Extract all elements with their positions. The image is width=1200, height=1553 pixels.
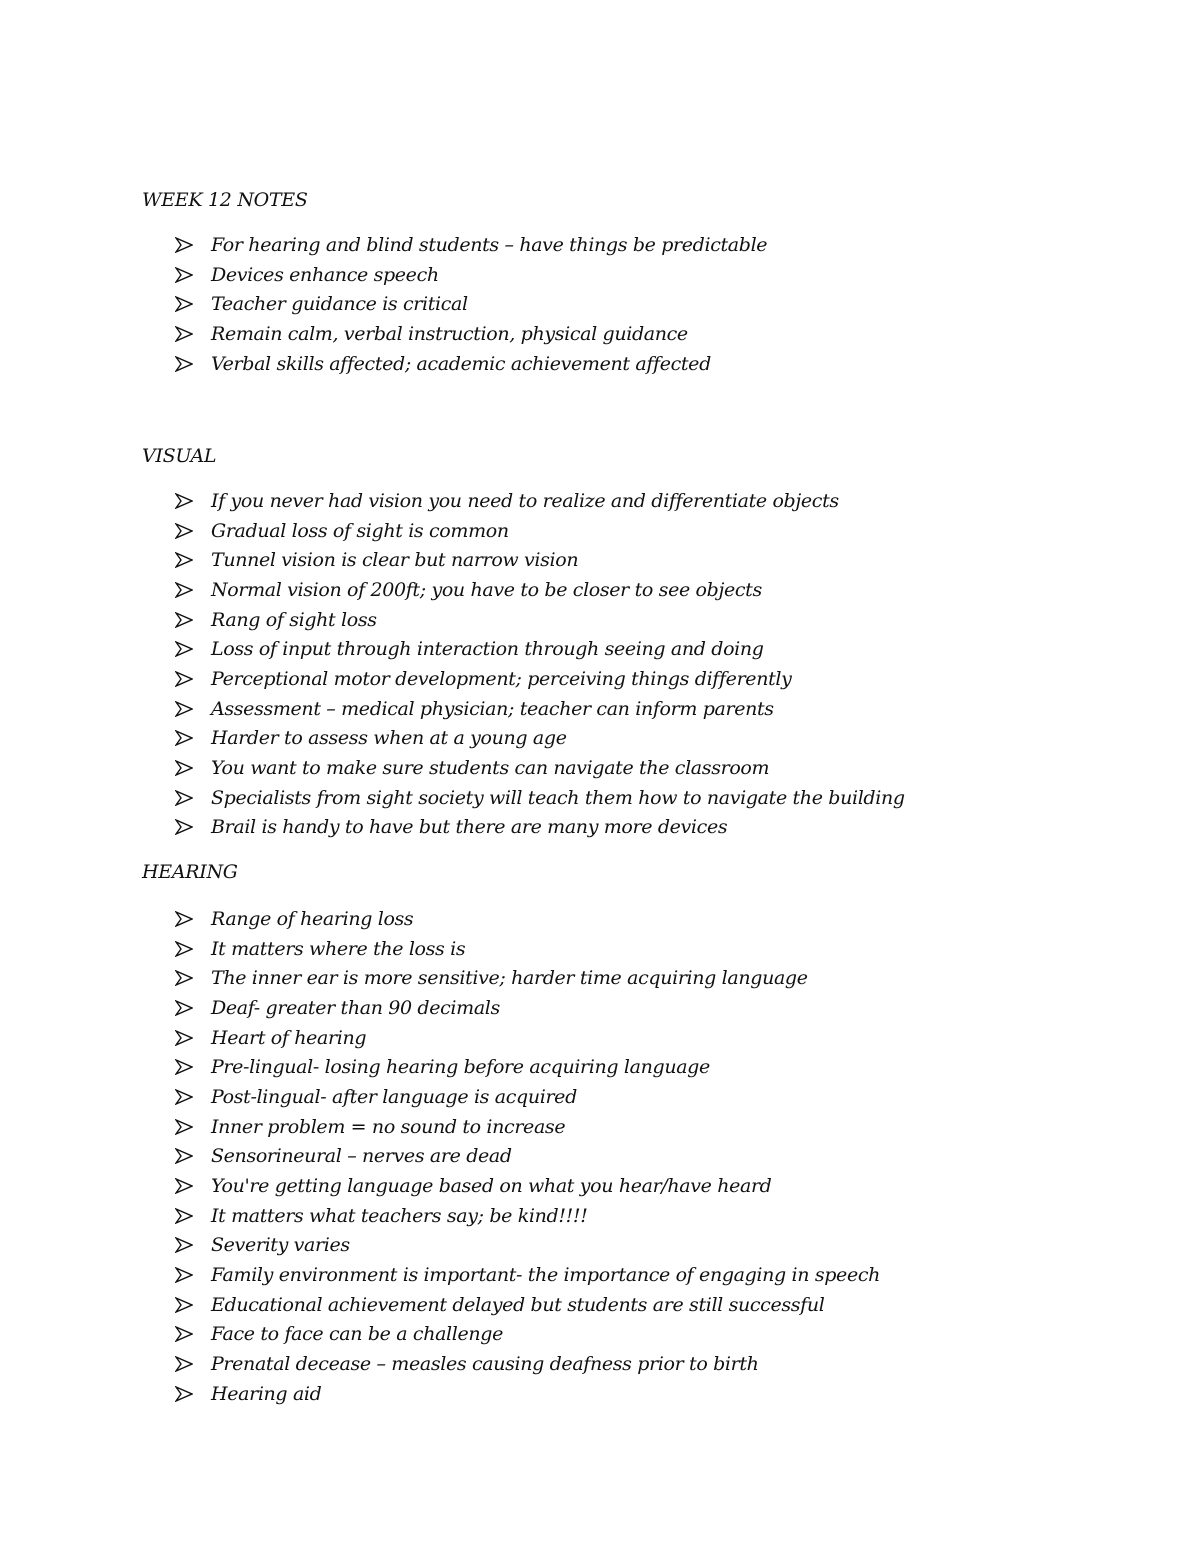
list-item-text: Heart of hearing bbox=[211, 1026, 367, 1049]
arrowhead-bullet-icon bbox=[175, 523, 211, 539]
list-item-text: Harder to assess when at a young age bbox=[211, 727, 567, 750]
arrowhead-bullet-icon bbox=[175, 1267, 211, 1283]
list-item-text: For hearing and blind students – have things be predictable bbox=[211, 233, 768, 256]
arrowhead-bullet-icon bbox=[175, 641, 211, 657]
list-item bbox=[175, 605, 905, 635]
arrowhead-bullet-icon bbox=[175, 819, 211, 835]
list-item bbox=[175, 1112, 880, 1142]
list-item-text: Sensorineural – nerves are dead bbox=[211, 1145, 512, 1168]
list-item bbox=[175, 1290, 880, 1320]
list-item bbox=[175, 1231, 880, 1261]
list-item bbox=[175, 664, 905, 694]
list-item bbox=[175, 1201, 880, 1231]
list-item-text: Teacher guidance is critical bbox=[211, 293, 468, 316]
arrowhead-bullet-icon bbox=[175, 582, 211, 598]
list-item-text: Loss of input through interaction through seeing and doing bbox=[211, 638, 764, 661]
arrowhead-bullet-icon bbox=[175, 1178, 211, 1194]
list-item bbox=[175, 486, 905, 516]
arrowhead-bullet-icon bbox=[175, 1030, 211, 1046]
arrowhead-bullet-icon bbox=[175, 1089, 211, 1105]
list-item bbox=[175, 575, 905, 605]
list-item bbox=[175, 783, 905, 813]
list-item bbox=[175, 1171, 880, 1201]
list-item-text: The inner ear is more sensitive; harder time acquiring language bbox=[211, 967, 808, 990]
arrowhead-bullet-icon bbox=[175, 760, 211, 776]
arrowhead-bullet-icon bbox=[175, 1059, 211, 1075]
section-heading-visual: VISUAL bbox=[142, 445, 217, 467]
list-item-text: Brail is handy to have but there are many more devices bbox=[211, 816, 728, 839]
list-item bbox=[175, 230, 767, 260]
arrowhead-bullet-icon bbox=[175, 1208, 211, 1224]
arrowhead-bullet-icon bbox=[175, 970, 211, 986]
arrowhead-bullet-icon bbox=[175, 671, 211, 687]
list-item bbox=[175, 753, 905, 783]
arrowhead-bullet-icon bbox=[175, 701, 211, 717]
list-item-text: Gradual loss of sight is common bbox=[211, 519, 509, 542]
list-item bbox=[175, 1260, 880, 1290]
list-item-text: If you never had vision you need to realize and differentiate objects bbox=[211, 489, 839, 512]
arrowhead-bullet-icon bbox=[175, 237, 211, 253]
list-item-text: You're getting language based on what you hear/have heard bbox=[211, 1175, 772, 1198]
arrowhead-bullet-icon bbox=[175, 267, 211, 283]
arrowhead-bullet-icon bbox=[175, 1297, 211, 1313]
list-item bbox=[175, 963, 880, 993]
arrowhead-bullet-icon bbox=[175, 1119, 211, 1135]
arrowhead-bullet-icon bbox=[175, 1326, 211, 1342]
arrowhead-bullet-icon bbox=[175, 1237, 211, 1253]
list-item-text: Tunnel vision is clear but narrow vision bbox=[211, 549, 579, 572]
list-item-text: Rang of sight loss bbox=[211, 608, 377, 631]
list-item-text: Perceptional motor development; perceiving things differently bbox=[211, 667, 792, 690]
arrowhead-bullet-icon bbox=[175, 911, 211, 927]
list-item-text: Normal vision of 200ft; you have to be closer to see objects bbox=[211, 578, 762, 601]
list-item bbox=[175, 724, 905, 754]
list-item bbox=[175, 904, 880, 934]
list-item-text: Family environment is important- the importance of engaging in speech bbox=[211, 1264, 881, 1287]
section-heading-hearing: HEARING bbox=[142, 861, 238, 883]
section-heading-week12: WEEK 12 NOTES bbox=[142, 189, 308, 211]
arrowhead-bullet-icon bbox=[175, 790, 211, 806]
list-item-text: Inner problem = no sound to increase bbox=[211, 1115, 566, 1138]
list-item bbox=[175, 319, 767, 349]
list-item bbox=[175, 289, 767, 319]
list-item-text: Assessment – medical physician; teacher can inform parents bbox=[211, 697, 774, 720]
list-item-text: Remain calm, verbal instruction, physical guidance bbox=[211, 322, 688, 345]
list-item-text: Specialists from sight society will teach them how to navigate the building bbox=[211, 786, 905, 809]
arrowhead-bullet-icon bbox=[175, 326, 211, 342]
list-item bbox=[175, 1349, 880, 1379]
list-item-text: Hearing aid bbox=[211, 1382, 322, 1405]
visual-notes-list bbox=[175, 486, 905, 842]
list-item bbox=[175, 934, 880, 964]
arrowhead-bullet-icon bbox=[175, 1386, 211, 1402]
list-item bbox=[175, 1082, 880, 1112]
list-item bbox=[175, 1052, 880, 1082]
arrowhead-bullet-icon bbox=[175, 552, 211, 568]
list-item-text: It matters what teachers say; be kind!!!! bbox=[211, 1204, 588, 1227]
list-item-text: Range of hearing loss bbox=[211, 907, 414, 930]
week12-notes-list bbox=[175, 230, 767, 378]
arrowhead-bullet-icon bbox=[175, 493, 211, 509]
arrowhead-bullet-icon bbox=[175, 730, 211, 746]
list-item-text: Face to face can be a challenge bbox=[211, 1323, 503, 1346]
arrowhead-bullet-icon bbox=[175, 612, 211, 628]
list-item bbox=[175, 1320, 880, 1350]
list-item-text: Severity varies bbox=[211, 1234, 350, 1257]
arrowhead-bullet-icon bbox=[175, 1356, 211, 1372]
list-item bbox=[175, 1379, 880, 1409]
list-item-text: Post-lingual- after language is acquired bbox=[211, 1085, 577, 1108]
list-item bbox=[175, 1142, 880, 1172]
arrowhead-bullet-icon bbox=[175, 941, 211, 957]
arrowhead-bullet-icon bbox=[175, 1000, 211, 1016]
list-item bbox=[175, 634, 905, 664]
list-item bbox=[175, 813, 905, 843]
list-item bbox=[175, 545, 905, 575]
list-item bbox=[175, 694, 905, 724]
list-item bbox=[175, 1023, 880, 1053]
list-item bbox=[175, 349, 767, 379]
list-item-text: You want to make sure students can navigate the classroom bbox=[211, 757, 770, 780]
list-item-text: Educational achievement delayed but students are still successful bbox=[211, 1293, 825, 1316]
arrowhead-bullet-icon bbox=[175, 296, 211, 312]
list-item bbox=[175, 993, 880, 1023]
list-item-text: Verbal skills affected; academic achievement affected bbox=[211, 352, 711, 375]
arrowhead-bullet-icon bbox=[175, 356, 211, 372]
list-item bbox=[175, 260, 767, 290]
list-item bbox=[175, 516, 905, 546]
list-item-text: Devices enhance speech bbox=[211, 263, 439, 286]
list-item-text: Prenatal decease – measles causing deafness prior to birth bbox=[211, 1353, 759, 1376]
list-item-text: Deaf- greater than 90 decimals bbox=[211, 996, 500, 1019]
arrowhead-bullet-icon bbox=[175, 1148, 211, 1164]
list-item-text: Pre-lingual- losing hearing before acquiring language bbox=[211, 1056, 710, 1079]
hearing-notes-list bbox=[175, 904, 880, 1409]
list-item-text: It matters where the loss is bbox=[211, 937, 466, 960]
